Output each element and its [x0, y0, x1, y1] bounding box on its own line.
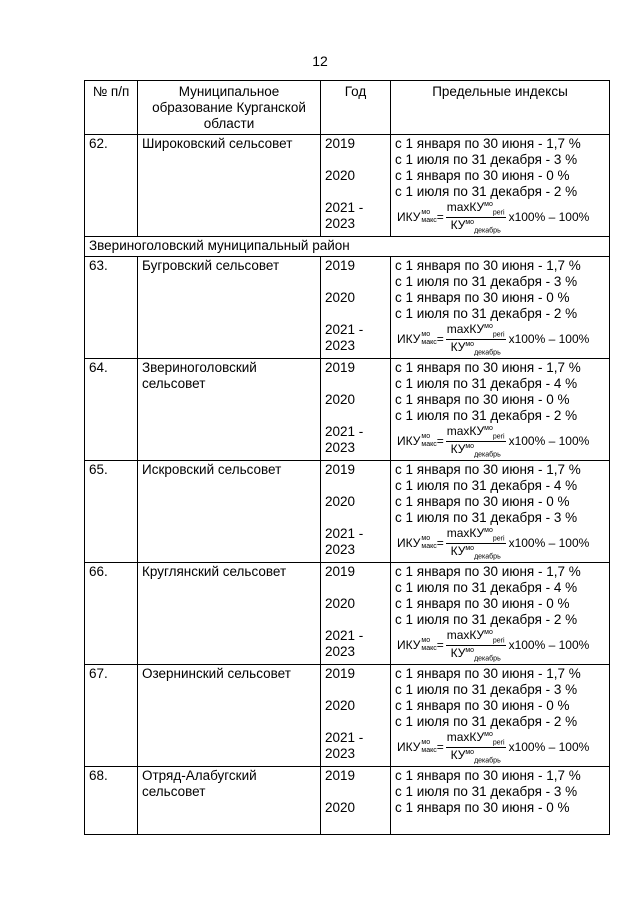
formula-numerator-sub: peri	[492, 535, 505, 543]
formula-equals: =	[436, 434, 444, 448]
formula-denominator-symbol: КУ	[450, 441, 466, 456]
municipality-name: Бугровский сельсовет	[138, 257, 321, 359]
formula-lhs-indices	[421, 535, 436, 551]
formula-numerator-sub: peri	[492, 637, 505, 645]
index-line: с 1 июля по 31 декабря - 3 %	[395, 682, 578, 697]
formula-lhs-indices	[421, 433, 436, 449]
formula-numerator-sub: peri	[492, 209, 505, 217]
index-line: с 1 июля по 31 декабря - 3 %	[395, 510, 578, 525]
year-value: 2019	[325, 360, 356, 375]
page-number: 12	[312, 53, 328, 69]
indices-cell	[391, 257, 610, 359]
formula-numerator-sup: мо	[484, 201, 493, 209]
row-number: 63.	[85, 257, 138, 359]
index-line: с 1 июля по 31 декабря - 2 %	[395, 184, 578, 199]
header-indices: Предельные индексы	[391, 81, 610, 135]
formula-fraction	[446, 526, 506, 560]
formula-denominator-sup: мо	[465, 340, 475, 348]
formula-lhs-sup: мо	[421, 637, 431, 644]
formula-lhs-sup: мо	[421, 209, 431, 216]
formula-numerator-symbol: maxКУ	[446, 200, 485, 215]
year-cell	[321, 359, 391, 461]
index-line: с 1 июля по 31 декабря - 4 %	[395, 580, 578, 595]
index-line: с 1 января по 30 июня - 1,7 %	[395, 258, 581, 273]
formula-numerator	[446, 526, 506, 543]
index-line: с 1 января по 30 июня - 1,7 %	[395, 360, 581, 375]
formula-denominator-symbol: КУ	[450, 217, 466, 232]
formula-denominator	[451, 218, 501, 234]
index-line: с 1 июля по 31 декабря - 4 %	[395, 376, 578, 391]
formula-lhs	[397, 331, 437, 347]
formula-lhs	[397, 739, 437, 755]
formula-tail: x100% – 100%	[508, 638, 590, 652]
formula-denominator-sub: декабрь	[474, 552, 501, 560]
formula-numerator	[446, 322, 506, 339]
formula-numerator-sub: peri	[492, 739, 505, 747]
formula-denominator-sup: мо	[465, 442, 475, 450]
formula-lhs-sub: макс	[421, 339, 437, 346]
table-row	[85, 563, 610, 665]
formula-equals: =	[436, 332, 444, 346]
year-value: 2019	[325, 462, 356, 477]
indices-cell	[391, 767, 610, 835]
table-row	[85, 257, 610, 359]
year-value: 2021 - 2023	[325, 526, 364, 557]
formula-denominator	[451, 442, 501, 458]
year-cell	[321, 257, 391, 359]
index-line: с 1 июля по 31 декабря - 3 %	[395, 274, 578, 289]
formula-lhs-indices	[421, 739, 436, 755]
table-row	[85, 359, 610, 461]
formula-lhs-symbol: ИКУ	[397, 332, 421, 346]
index-line: с 1 января по 30 июня - 0 %	[395, 698, 570, 713]
index-line: с 1 июля по 31 декабря - 3 %	[395, 784, 578, 799]
formula-equals: =	[436, 536, 444, 550]
index-line: с 1 января по 30 июня - 1,7 %	[395, 462, 581, 477]
header-num: № п/п	[85, 81, 138, 135]
row-number: 66.	[85, 563, 138, 665]
formula-denominator-sub: декабрь	[474, 756, 501, 764]
formula-lhs-sup: мо	[421, 433, 431, 440]
year-value: 2021 - 2023	[325, 200, 364, 231]
year-value: 2020	[325, 800, 356, 815]
municipality-name: Звериноголовский сельсовет	[138, 359, 321, 461]
formula-equals: =	[436, 638, 444, 652]
index-line: с 1 января по 30 июня - 0 %	[395, 800, 570, 815]
year-value: 2021 - 2023	[325, 730, 364, 761]
limit-indices-table	[84, 80, 610, 835]
formula-fraction	[446, 424, 506, 458]
formula-numerator-sub: peri	[492, 433, 505, 441]
year-value: 2020	[325, 596, 356, 611]
table-row	[85, 665, 610, 767]
index-line: с 1 июля по 31 декабря - 4 %	[395, 478, 578, 493]
formula-lhs	[397, 535, 437, 551]
index-formula	[395, 526, 605, 560]
formula-numerator-sup: мо	[484, 323, 493, 331]
formula-lhs-sub: макс	[421, 217, 437, 224]
formula-denominator-symbol: КУ	[450, 645, 466, 660]
municipality-name: Круглянский сельсовет	[138, 563, 321, 665]
year-value: 2021 - 2023	[325, 424, 364, 455]
indices-cell	[391, 665, 610, 767]
formula-numerator-symbol: maxКУ	[446, 424, 485, 439]
formula-numerator	[446, 628, 506, 645]
row-number: 68.	[85, 767, 138, 835]
index-line: с 1 января по 30 июня - 0 %	[395, 494, 570, 509]
formula-fraction	[446, 322, 506, 356]
year-cell	[321, 135, 391, 237]
index-line: с 1 июля по 31 декабря - 3 %	[395, 152, 578, 167]
formula-denominator-sub: декабрь	[474, 450, 501, 458]
formula-equals: =	[436, 210, 444, 224]
formula-tail: x100% – 100%	[508, 740, 590, 754]
formula-lhs-sup: мо	[421, 535, 431, 542]
index-formula	[395, 200, 605, 234]
table-body	[85, 135, 610, 835]
formula-denominator	[451, 340, 501, 356]
year-value: 2020	[325, 494, 356, 509]
formula-lhs-symbol: ИКУ	[397, 210, 421, 224]
year-value: 2021 - 2023	[325, 322, 364, 353]
index-line: с 1 января по 30 июня - 0 %	[395, 596, 570, 611]
year-value: 2020	[325, 168, 356, 183]
formula-fraction	[446, 628, 506, 662]
formula-lhs-indices	[421, 331, 436, 347]
index-formula	[395, 322, 605, 356]
year-value: 2020	[325, 698, 356, 713]
formula-numerator-sup: мо	[484, 425, 493, 433]
index-line: с 1 января по 30 июня - 1,7 %	[395, 666, 581, 681]
formula-numerator-symbol: maxКУ	[446, 526, 485, 541]
formula-numerator-symbol: maxКУ	[446, 322, 485, 337]
municipality-name: Озернинский сельсовет	[138, 665, 321, 767]
index-line: с 1 января по 30 июня - 0 %	[395, 392, 570, 407]
year-value: 2020	[325, 392, 356, 407]
formula-lhs-sub: макс	[421, 645, 437, 652]
formula-denominator	[451, 748, 501, 764]
index-line: с 1 января по 30 июня - 0 %	[395, 290, 570, 305]
formula-numerator	[446, 424, 506, 441]
table-header-row	[85, 81, 610, 135]
formula-numerator-symbol: maxКУ	[446, 628, 485, 643]
year-value: 2020	[325, 290, 356, 305]
formula-numerator-sub: peri	[492, 331, 505, 339]
formula-denominator	[451, 544, 501, 560]
formula-denominator-sup: мо	[465, 218, 475, 226]
year-value: 2019	[325, 666, 356, 681]
index-line: с 1 января по 30 июня - 1,7 %	[395, 768, 581, 783]
formula-lhs-sub: макс	[421, 441, 437, 448]
year-cell	[321, 563, 391, 665]
formula-tail: x100% – 100%	[508, 434, 590, 448]
formula-fraction	[446, 200, 506, 234]
formula-lhs-sub: макс	[421, 543, 437, 550]
formula-lhs	[397, 433, 437, 449]
indices-cell	[391, 135, 610, 237]
year-value: 2021 - 2023	[325, 628, 364, 659]
formula-denominator-sub: декабрь	[474, 348, 501, 356]
year-cell	[321, 665, 391, 767]
formula-numerator-sup: мо	[484, 731, 493, 739]
index-line: с 1 января по 30 июня - 1,7 %	[395, 564, 581, 579]
formula-lhs-symbol: ИКУ	[397, 434, 421, 448]
municipality-name: Искровский сельсовет	[138, 461, 321, 563]
table-row	[85, 461, 610, 563]
year-cell	[321, 767, 391, 835]
year-value: 2019	[325, 564, 356, 579]
formula-numerator	[446, 200, 506, 217]
formula-denominator-symbol: КУ	[450, 339, 466, 354]
row-number: 64.	[85, 359, 138, 461]
indices-cell	[391, 563, 610, 665]
formula-denominator-sup: мо	[465, 544, 475, 552]
index-line: с 1 июля по 31 декабря - 2 %	[395, 306, 578, 321]
index-line: с 1 июля по 31 декабря - 2 %	[395, 408, 578, 423]
formula-numerator	[446, 730, 506, 747]
index-line: с 1 июля по 31 декабря - 2 %	[395, 612, 578, 627]
region-title: Звериноголовский муниципальный район	[85, 237, 610, 257]
table-row	[85, 135, 610, 237]
formula-denominator-symbol: КУ	[450, 543, 466, 558]
formula-equals: =	[436, 740, 444, 754]
formula-fraction	[446, 730, 506, 764]
formula-denominator-symbol: КУ	[450, 747, 466, 762]
index-formula	[395, 628, 605, 662]
formula-denominator-sup: мо	[465, 646, 475, 654]
formula-lhs-sup: мо	[421, 331, 431, 338]
formula-numerator-sup: мо	[484, 527, 493, 535]
indices-cell	[391, 461, 610, 563]
formula-lhs-symbol: ИКУ	[397, 740, 421, 754]
row-number: 65.	[85, 461, 138, 563]
index-line: с 1 января по 30 июня - 0 %	[395, 168, 570, 183]
year-cell	[321, 461, 391, 563]
index-line: с 1 июля по 31 декабря - 2 %	[395, 714, 578, 729]
row-number: 67.	[85, 665, 138, 767]
formula-denominator	[451, 646, 501, 662]
formula-tail: x100% – 100%	[508, 332, 590, 346]
header-year: Год	[321, 81, 391, 135]
formula-numerator-symbol: maxКУ	[446, 730, 485, 745]
formula-denominator-sup: мо	[465, 748, 475, 756]
formula-lhs-symbol: ИКУ	[397, 638, 421, 652]
formula-lhs-sub: макс	[421, 747, 437, 754]
municipality-name: Отряд-Алабугский сельсовет	[138, 767, 321, 835]
formula-lhs-indices	[421, 209, 436, 225]
formula-tail: x100% – 100%	[508, 210, 590, 224]
year-value: 2019	[325, 136, 356, 151]
formula-lhs-indices	[421, 637, 436, 653]
region-row	[85, 237, 610, 257]
year-value: 2019	[325, 768, 356, 783]
formula-lhs-sup: мо	[421, 739, 431, 746]
table-row	[85, 767, 610, 835]
index-formula	[395, 730, 605, 764]
formula-lhs	[397, 209, 437, 225]
formula-denominator-sub: декабрь	[474, 654, 501, 662]
formula-numerator-sup: мо	[484, 629, 493, 637]
municipality-name: Широковский сельсовет	[138, 135, 321, 237]
header-municipality: Муниципальное образование Курганской области	[138, 81, 321, 135]
row-number: 62.	[85, 135, 138, 237]
formula-tail: x100% – 100%	[508, 536, 590, 550]
formula-lhs-symbol: ИКУ	[397, 536, 421, 550]
indices-cell	[391, 359, 610, 461]
index-line: с 1 января по 30 июня - 1,7 %	[395, 136, 581, 151]
year-value: 2019	[325, 258, 356, 273]
index-formula	[395, 424, 605, 458]
formula-denominator-sub: декабрь	[474, 226, 501, 234]
formula-lhs	[397, 637, 437, 653]
